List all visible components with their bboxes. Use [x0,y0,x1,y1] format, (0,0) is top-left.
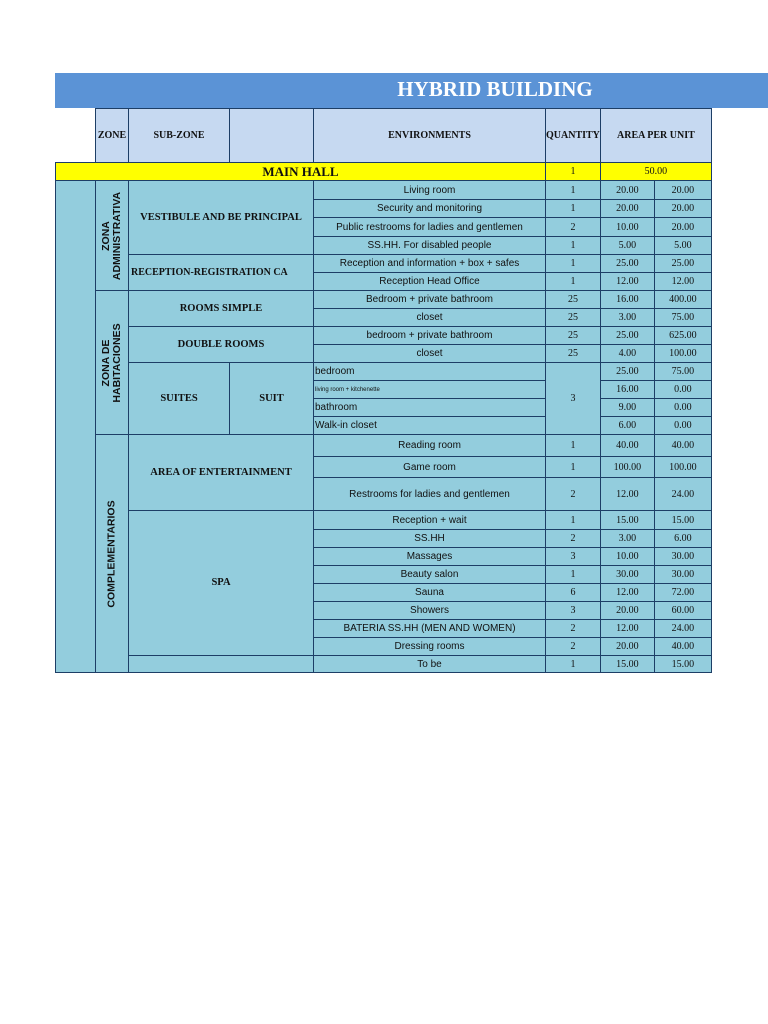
environment: Reception + wait [314,511,546,530]
subzone-spa: SPA [129,511,314,656]
subzone-double-rooms: DOUBLE ROOMS [129,327,314,363]
environment: Game room [314,457,546,478]
table-row: ZONA DE HABITACIONES ROOMS SIMPLE Bedroom + private bathroom 25 16.00 400.00 [56,291,712,309]
environment: Massages [314,548,546,566]
environment: Reading room [314,435,546,457]
subzone-vestibule: VESTIBULE AND BE PRINCIPAL [129,181,314,255]
environment: Restrooms for ladies and gentlemen [314,478,546,511]
environment: Reception and information + box + safes [314,255,546,273]
subzone-blank [129,656,314,673]
subzone-reception: RECEPTION-REGISTRATION CA [129,255,314,291]
table-row: Reception Head Office 1 12.00 12.00 [56,273,712,291]
table-row: Restrooms for ladies and gentlemen 2 12.00 24.00 [56,478,712,511]
environment: BATERIA SS.HH (MEN AND WOMEN) [314,620,546,638]
environment: SS.HH [314,530,546,548]
title-bar [55,73,768,108]
table-row: Game room 1 100.00 100.00 [56,457,712,478]
environment: To be [314,656,546,673]
table-row: living room + kitchenette 16.00 0.00 [56,381,712,399]
table-row: ZONA ADMINISTRATIVA VESTIBULE AND BE PRINCIPAL Living room 1 20.00 20.00 [56,181,712,200]
program-table [55,108,712,673]
header-environments: ENVIRONMENTS [314,109,546,163]
subzone-suit: SUIT [230,363,314,435]
header-area-per-unit: AREA PER UNIT [600,109,711,163]
table-row: To be 1 15.00 15.00 [56,656,712,673]
table-row: Dressing rooms 2 20.00 40.00 [56,638,712,656]
table-row: Beauty salon 1 30.00 30.00 [56,566,712,584]
environment: Beauty salon [314,566,546,584]
table-row: Security and monitoring 1 20.00 20.00 [56,200,712,218]
table-row: DOUBLE ROOMS bedroom + private bathroom 25 25.00 625.00 [56,327,712,345]
table-row: RECEPTION-REGISTRATION CA Reception and information + box + safes 1 25.00 25.00 [56,255,712,273]
header-subzone: SUB-ZONE [129,109,230,163]
table-row: SS.HH 2 3.00 6.00 [56,530,712,548]
sheet-title: HYBRID BUILDING [397,77,593,101]
environment: bedroom + private bathroom [314,327,546,345]
main-hall-row [56,163,712,181]
main-hall-quantity: 1 [546,163,601,181]
main-hall-area: 50.00 [600,163,711,181]
table-row: Public restrooms for ladies and gentlemen 2 10.00 20.00 [56,218,712,237]
zone-habitaciones: ZONA DE HABITACIONES [96,291,129,435]
environment: Reception Head Office [314,273,546,291]
table-row: COMPLEMENTARIOS AREA OF ENTERTAINMENT Reading room 1 40.00 40.00 [56,435,712,457]
table-row: SS.HH. For disabled people 1 5.00 5.00 [56,237,712,255]
header-zone: ZONE [96,109,129,163]
header-blank [230,109,314,163]
table-row: closet 25 4.00 100.00 [56,345,712,363]
environment: Bedroom + private bathroom [314,291,546,309]
subzone-rooms-simple: ROOMS SIMPLE [129,291,314,327]
table-row: SPA Reception + wait 1 15.00 15.00 [56,511,712,530]
subzone-entertainment: AREA OF ENTERTAINMENT [129,435,314,511]
environment: closet [314,345,546,363]
environment: Showers [314,602,546,620]
table-row: Showers 3 20.00 60.00 [56,602,712,620]
environment: SS.HH. For disabled people [314,237,546,255]
table-row: Massages 3 10.00 30.00 [56,548,712,566]
environment: living room + kitchenette [314,381,546,399]
environment: Walk-in closet [314,417,546,435]
header-quantity: QUANTITY [546,109,601,163]
main-hall-label: MAIN HALL [56,163,546,181]
environment: Living room [314,181,546,200]
table-row: SUITES SUIT bedroom 3 25.00 75.00 [56,363,712,381]
environment: Dressing rooms [314,638,546,656]
table-row: closet 25 3.00 75.00 [56,309,712,327]
table-row: bathroom 9.00 0.00 [56,399,712,417]
environment: bathroom [314,399,546,417]
environment: closet [314,309,546,327]
suites-quantity: 3 [546,363,601,435]
table-row: Sauna 6 12.00 72.00 [56,584,712,602]
subzone-suites: SUITES [129,363,230,435]
outer-zone-column [56,181,96,673]
environment: Public restrooms for ladies and gentlemen [314,218,546,237]
table-row: Walk-in closet 6.00 0.00 [56,417,712,435]
environment: Security and monitoring [314,200,546,218]
zone-complementarios: COMPLEMENTARIOS [96,435,129,673]
zone-administrativa: ZONA ADMINISTRATIVA [96,181,129,291]
table-row: BATERIA SS.HH (MEN AND WOMEN) 2 12.00 24.00 [56,620,712,638]
environment: bedroom [314,363,546,381]
environment: Sauna [314,584,546,602]
header-row [56,109,712,163]
